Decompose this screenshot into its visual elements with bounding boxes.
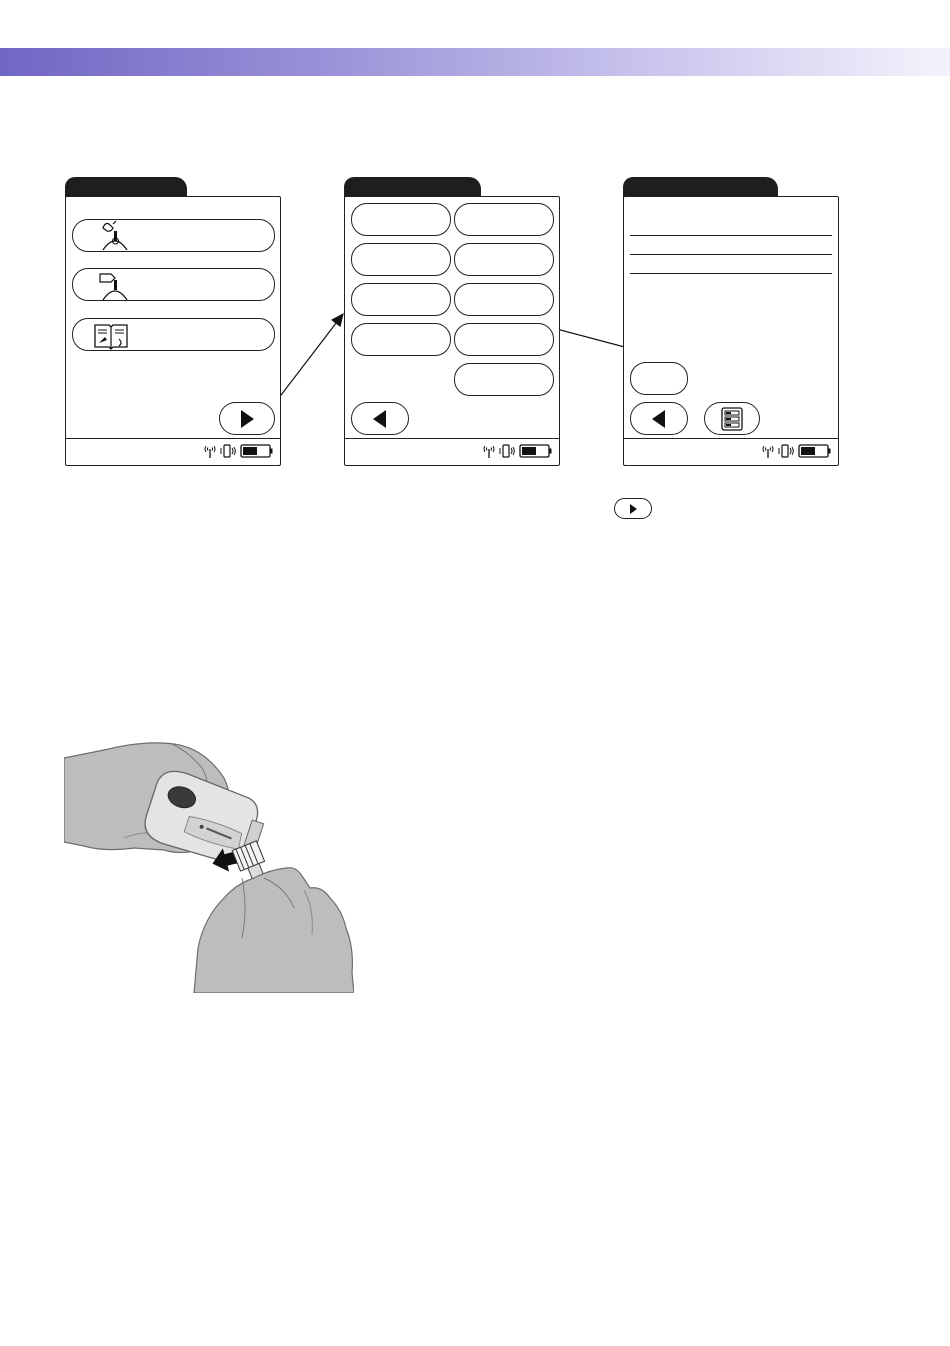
battery-icon: [798, 444, 832, 458]
gloved-hands-cleaning-meter-icon: [64, 738, 354, 993]
screen2-button-6[interactable]: [454, 283, 554, 316]
screen3-ok-button[interactable]: [630, 362, 688, 395]
screen2-button-2[interactable]: [454, 203, 554, 236]
screen2: [344, 196, 560, 466]
vibrate-icon: [778, 443, 794, 459]
screen3-list-row-1: [630, 235, 832, 236]
control-solution-icon: [97, 269, 131, 301]
inline-next-button-reference: [614, 498, 652, 519]
screen1-button-manual[interactable]: [72, 318, 275, 351]
screen2-button-4[interactable]: [454, 243, 554, 276]
play-right-icon: [239, 409, 255, 429]
screen1-button-control-test[interactable]: [72, 268, 275, 301]
screen1-status-bar: [66, 438, 280, 465]
vibrate-icon: [220, 443, 236, 459]
finger-lancet-icon: [97, 218, 131, 252]
screen2-button-7[interactable]: [351, 323, 451, 356]
screen2-button-3[interactable]: [351, 243, 451, 276]
vibrate-icon: [499, 443, 515, 459]
screen2-button-8[interactable]: [454, 323, 554, 356]
battery-icon: [240, 444, 274, 458]
screen3-status-bar: [624, 438, 838, 465]
screen3-list-row-3: [630, 273, 832, 274]
antenna-icon: [204, 443, 216, 459]
screen3-title-tab: [623, 177, 778, 197]
screen3-back-button[interactable]: [630, 402, 688, 435]
screen3-list-row-2: [630, 254, 832, 255]
screen2-title-tab: [344, 177, 481, 197]
manual-book-icon: [93, 321, 129, 351]
screen2-status-bar: [345, 438, 559, 465]
screen2-button-9[interactable]: [454, 363, 554, 396]
battery-levels-icon: [721, 407, 743, 431]
screen1-next-button[interactable]: [219, 402, 275, 435]
play-left-icon: [651, 409, 667, 429]
screen1-button-patient-test[interactable]: [72, 219, 275, 252]
screen1: [65, 196, 281, 466]
screen3: [623, 196, 839, 466]
battery-icon: [519, 444, 553, 458]
antenna-icon: [762, 443, 774, 459]
play-left-icon: [372, 409, 388, 429]
play-right-icon: [629, 503, 638, 515]
screen2-button-1[interactable]: [351, 203, 451, 236]
screen3-battery-status-button[interactable]: [704, 402, 760, 435]
screen2-button-5[interactable]: [351, 283, 451, 316]
screen1-title-tab: [65, 177, 187, 197]
antenna-icon: [483, 443, 495, 459]
screen2-back-button[interactable]: [351, 402, 409, 435]
